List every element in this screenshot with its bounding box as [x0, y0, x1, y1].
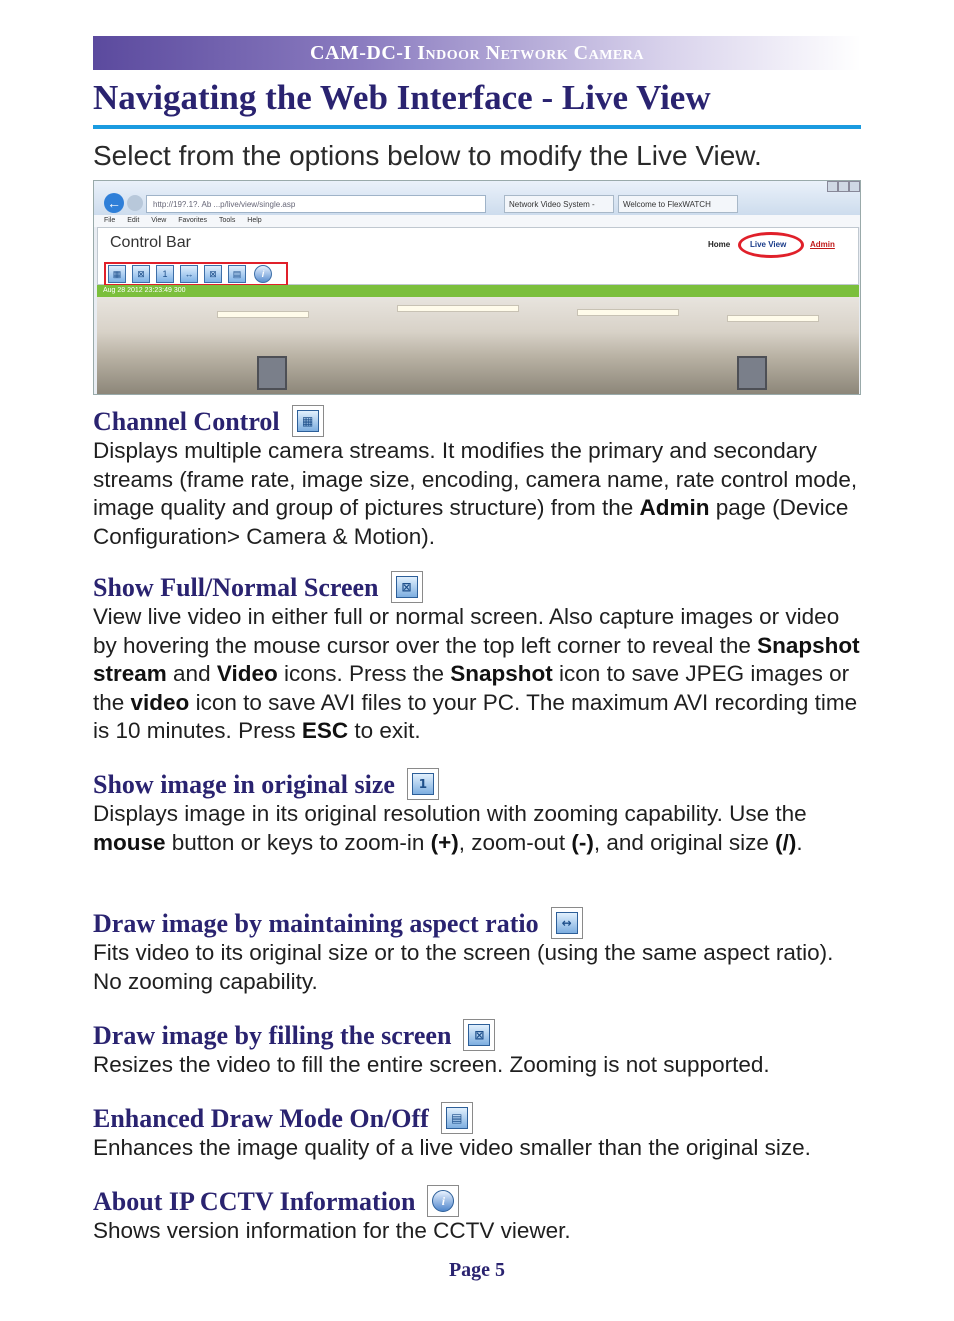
section-heading [93, 571, 863, 603]
section-heading [93, 768, 863, 800]
title-rule [93, 125, 861, 129]
live-view-screenshot [93, 180, 861, 395]
section-body: Resizes the video to fill the entire screen. Zooming is not supported. [93, 1052, 770, 1077]
heading-text: Draw image by filling the screen [93, 1021, 452, 1050]
address-bar: http://19?.1?. Ab ...p/live/view/single.asp [146, 195, 486, 213]
browser-menubar [94, 215, 860, 227]
channel-control-icon: ▦ [292, 405, 324, 437]
control-bar-label: Control Bar [110, 234, 191, 251]
nav-admin: Admin [810, 240, 835, 249]
section-body: Enhances the image quality of a live video smaller than the original size. [93, 1135, 811, 1160]
section-heading [93, 405, 863, 437]
ceiling-light [727, 315, 819, 322]
section-enhanced-draw [93, 1102, 863, 1163]
aspect-ratio-icon: ↔ [551, 907, 583, 939]
section-body: Fits video to its original size or to the screen (using the same aspect ratio). No zooming capability. [93, 940, 834, 994]
ceiling-light [577, 309, 679, 316]
toolbar-aspect-ratio-icon: ↔ [180, 265, 198, 283]
timestamp-bar: Aug 28 2012 23:23:49 300 [97, 285, 859, 297]
menu-file: File [104, 217, 116, 224]
original-size-icon: 1 [407, 768, 439, 800]
enhanced-draw-icon: ▤ [441, 1102, 473, 1134]
maximize-icon [838, 181, 849, 192]
toolbar-original-size-icon: 1 [156, 265, 174, 283]
fill-screen-icon: ⊠ [463, 1019, 495, 1051]
browser-toolbar [94, 181, 860, 215]
heading-text: Channel Control [93, 407, 280, 436]
section-fill-screen [93, 1019, 863, 1080]
menu-help: Help [247, 217, 262, 224]
section-heading [93, 1019, 863, 1051]
section-full-normal-screen [93, 571, 863, 746]
menu-view: View [151, 217, 167, 224]
menu-tools: Tools [219, 217, 236, 224]
page-subtitle: Select from the options below to modify the Live View. [93, 140, 762, 171]
heading-text: About IP CCTV Information [93, 1187, 416, 1216]
forward-arrow-icon [127, 195, 143, 211]
camera-video-frame [97, 297, 859, 395]
section-heading [93, 1102, 863, 1134]
info-icon: i [427, 1185, 459, 1217]
page-title: Navigating the Web Interface - Live View [93, 78, 711, 117]
section-body: Displays image in its original resolution with zooming capability. Use the mouse button or keys to zoom-in (+), zoom-out (-), and original size (/). [93, 801, 807, 855]
section-body: View live video in either full or normal screen. Also capture images or video by hovering the mouse cursor over the top left corner to reveal the Snapshot stream and Video icons. Press the Snapshot icon to save JPEG images or the video icon to save AVI files to your PC. The maximum AVI recording time is 10 minutes. Press ESC to exit. [93, 604, 860, 744]
section-heading [93, 907, 863, 939]
control-bar-area [97, 227, 859, 285]
back-arrow-icon: ← [104, 193, 124, 213]
close-icon [849, 181, 860, 192]
header-band-text: CAM-DC-I Indoor Network Camera [310, 41, 644, 64]
toolbar-fill-screen-icon: ⊠ [204, 265, 222, 283]
toolbar-enhanced-draw-icon: ▤ [228, 265, 246, 283]
heading-text: Show Full/Normal Screen [93, 573, 379, 602]
monitor-object [737, 356, 767, 390]
section-about-info [93, 1185, 863, 1246]
toolbar-full-screen-icon: ⊠ [132, 265, 150, 283]
header-band [93, 36, 861, 70]
section-body: Shows version information for the CCTV viewer. [93, 1218, 571, 1243]
minimize-icon [827, 181, 838, 192]
section-aspect-ratio [93, 907, 863, 996]
ceiling-light [397, 305, 519, 312]
live-view-highlight-oval [738, 232, 804, 258]
section-body: Displays multiple camera streams. It modifies the primary and secondary streams (frame rate, image size, encoding, camera name, rate control mode, image quality and group of pictures structure) from the Admin page (Device Configuration> Camera & Motion). [93, 438, 858, 549]
menu-edit: Edit [127, 217, 140, 224]
heading-text: Show image in original size [93, 770, 395, 799]
page-number: Page 5 [448, 1259, 506, 1281]
section-heading [93, 1185, 863, 1217]
toolbar-info-icon: i [254, 265, 272, 283]
heading-text: Draw image by maintaining aspect ratio [93, 909, 539, 938]
nav-home: Home [708, 240, 731, 249]
menu-favorites: Favorites [178, 217, 208, 224]
ceiling-light [217, 311, 309, 318]
browser-tab-2: Welcome to FlexWATCH [618, 195, 738, 213]
browser-tab-1: Network Video System - [504, 195, 614, 213]
section-channel-control [93, 405, 863, 551]
toolbar-channel-control-icon: ▦ [108, 265, 126, 283]
section-original-size [93, 768, 863, 857]
nav-live-view: Live View [750, 240, 787, 249]
full-normal-screen-icon: ⊠ [391, 571, 423, 603]
monitor-object [257, 356, 287, 390]
heading-text: Enhanced Draw Mode On/Off [93, 1104, 429, 1133]
